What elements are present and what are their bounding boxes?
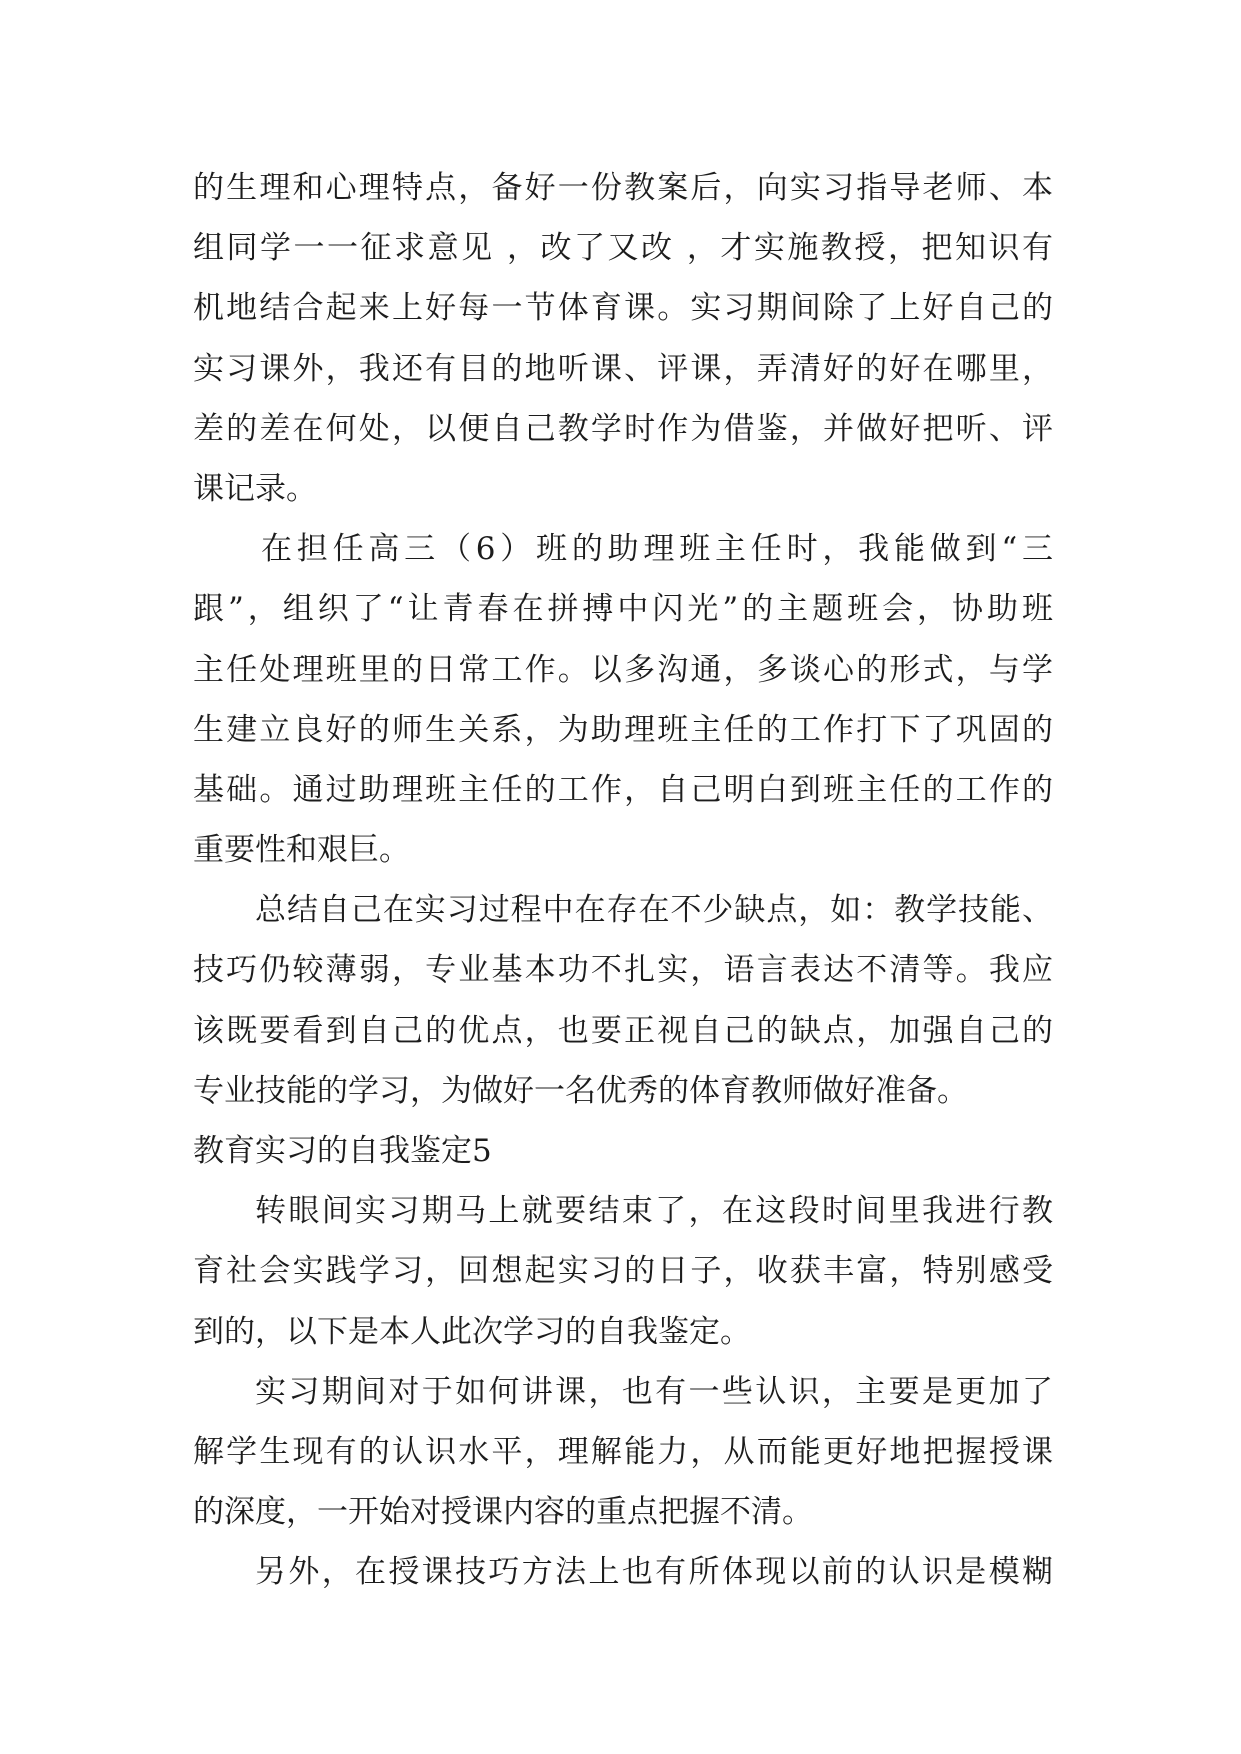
text-line: 重要性和艰巨。	[193, 832, 410, 869]
text-line: 组同学一一征求意见 ，改了又改 ，才实施教授，把知识有	[193, 230, 1053, 267]
text-line: 育社会实践学习，回想起实习的日子，收获丰富，特别感受	[193, 1253, 1053, 1290]
text-line: 实习课外，我还有目的地听课、评课，弄清好的好在哪里，	[193, 350, 1053, 387]
paragraph-first-line: 另外，在授课技巧方法上也有所体现以前的认识是模糊	[255, 1554, 1053, 1591]
text-line: 技巧仍较薄弱，专业基本功不扎实，语言表达不清等。我应	[193, 952, 1053, 989]
text-line: 机地结合起来上好每一节体育课。实习期间除了上好自己的	[193, 290, 1053, 327]
paragraph-first-line: 转眼间实习期马上就要结束了，在这段时间里我进行教	[255, 1193, 1053, 1230]
text-line: 生建立良好的师生关系，为助理班主任的工作打下了巩固的	[193, 711, 1053, 748]
paragraph-first-line: 在担任高三（6）班的助理班主任时，我能做到“三	[261, 531, 1053, 568]
text-line: 课记录。	[193, 470, 317, 507]
document-body	[193, 158, 1053, 1603]
text-line: 差的差在何处，以便自己教学时作为借鉴，并做好把听、评	[193, 410, 1053, 447]
text-line: 到的，以下是本人此次学习的自我鉴定。	[193, 1313, 751, 1350]
text-line: 主任处理班里的日常工作。以多沟通，多谈心的形式，与学	[193, 651, 1053, 688]
paragraph-first-line: 实习期间对于如何讲课，也有一些认识，主要是更加了	[255, 1373, 1053, 1410]
text-line: 跟”，组织了“让青春在拼搏中闪光”的主题班会，协助班	[193, 591, 1053, 628]
text-line: 基础。通过助理班主任的工作，自己明白到班主任的工作的	[193, 771, 1053, 808]
text-line: 的生理和心理特点，备好一份教案后，向实习指导老师、本	[193, 170, 1053, 206]
text-line: 的深度，一开始对授课内容的重点把握不清。	[193, 1494, 813, 1531]
text-line: 该既要看到自己的优点，也要正视自己的缺点，加强自己的	[193, 1012, 1053, 1049]
text-line: 专业技能的学习，为做好一名优秀的体育教师做好准备。	[193, 1072, 968, 1109]
paragraph-first-line: 总结自己在实习过程中在存在不少缺点，如：教学技能、	[255, 892, 1053, 929]
section-heading: 教育实习的自我鉴定5	[193, 1133, 492, 1169]
text-line: 解学生现有的认识水平，理解能力，从而能更好地把握授课	[193, 1433, 1053, 1470]
